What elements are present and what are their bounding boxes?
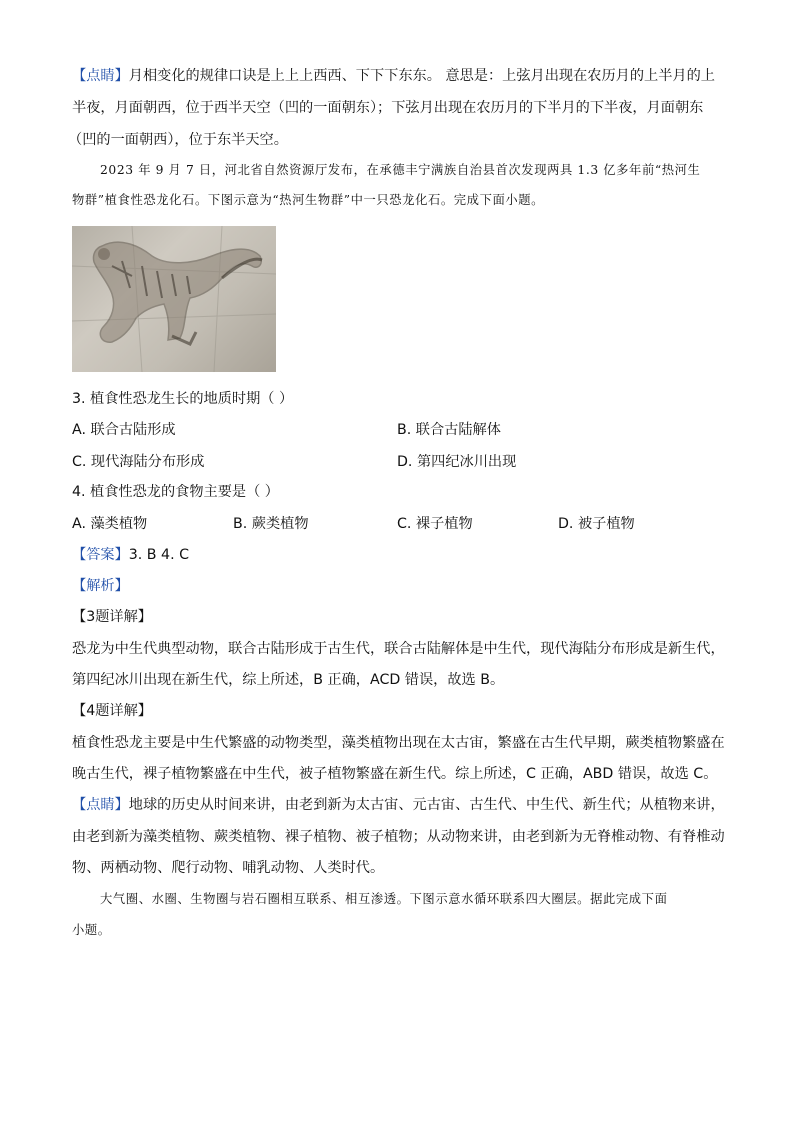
fossil-drawing <box>72 226 276 372</box>
q4-option-a: A. 藻类植物 <box>72 516 148 532</box>
detail-4-text-line: 植食性恐龙主要是中生代繁盛的动物类型，藻类植物出现在太古宙，繁盛在古生代早期，蕨类植物繁盛在 <box>72 735 725 751</box>
tip-2-text-line: 由老到新为藻类植物、蕨类植物、裸子植物、被子植物；从动物来讲，由老到新为无脊椎动物、有脊椎动 <box>72 829 725 845</box>
tip-2-line <box>72 795 725 815</box>
q3-option-d: D. 第四纪冰川出现 <box>397 454 517 470</box>
detail-3-text-line: 恐龙为中生代典型动物，联合古陆形成于古生代，联合古陆解体是中生代，现代海陆分布形成是新生代， <box>72 641 725 657</box>
intro-text-line: 2023 年 9 月 7 日，河北省自然资源厅发布，在承德丰宁满族自治县首次发现两具 1.3 亿多年前“热河生 <box>100 163 701 177</box>
detail-3-text-line: 第四纪冰川出现在新生代，综上所述，B 正确，ACD 错误，故选 B。 <box>72 672 505 688</box>
answer-text: 3. B 4. C <box>128 547 190 563</box>
tip-2-text-line: 物、两栖动物、爬行动物、哺乳动物、人类时代。 <box>72 860 385 876</box>
q4-option-d: D. 被子植物 <box>558 516 635 532</box>
intro-text-line: 物群”植食性恐龙化石。下图示意为“热河生物群”中一只恐龙化石。完成下面小题。 <box>72 193 545 207</box>
tip-tag: 【点睛】 <box>72 68 129 84</box>
intro-2-text-line: 大气圈、水圈、生物圈与岩石圈相互联系、相互渗透。下图示意水循环联系四大圈层。据此完成下面 <box>100 892 668 906</box>
tip-2-tag: 【点睛】 <box>72 797 129 813</box>
tip-text-line: （凹的一面朝西），位于东半天空。 <box>68 132 288 148</box>
dinosaur-fossil-image <box>72 226 276 372</box>
q4-option-b: B. 蕨类植物 <box>233 516 309 532</box>
tip-paragraph-line <box>72 66 715 86</box>
answer-line <box>72 545 189 565</box>
detail-4-text-line: 晚古生代，裸子植物繁盛在中生代，被子植物繁盛在新生代。综上所述，C 正确，ABD 错误，故选 C。 <box>72 766 718 782</box>
tip-2-text: 地球的历史从时间来讲，由老到新为太古宙、元古宙、古生代、中生代、新生代；从植物来讲， <box>128 797 725 813</box>
intro-2-text-line: 小题。 <box>72 923 111 937</box>
q4-option-c: C. 裸子植物 <box>397 516 473 532</box>
q3-option-a: A. 联合古陆形成 <box>72 422 176 438</box>
tip-text-line: 半夜，月面朝西，位于西半天空（凹的一面朝东）；下弦月出现在农历月的下半月的下半夜，月面朝东 <box>72 100 704 116</box>
detail-4-tag: 【4题详解】 <box>72 703 152 719</box>
answer-tag: 【答案】 <box>72 547 129 563</box>
detail-3-tag: 【3题详解】 <box>72 609 152 625</box>
q3-option-b: B. 联合古陆解体 <box>397 422 501 438</box>
analysis-tag: 【解析】 <box>72 578 129 594</box>
question-4-stem: 4. 植食性恐龙的食物主要是（ ） <box>72 484 279 500</box>
tip-text: 月相变化的规律口诀是上上上西西、下下下东东。 意思是：上弦月出现在农历月的上半月的上 <box>128 68 715 84</box>
q3-option-c: C. 现代海陆分布形成 <box>72 454 205 470</box>
question-3-stem: 3. 植食性恐龙生长的地质时期（ ） <box>72 391 294 407</box>
